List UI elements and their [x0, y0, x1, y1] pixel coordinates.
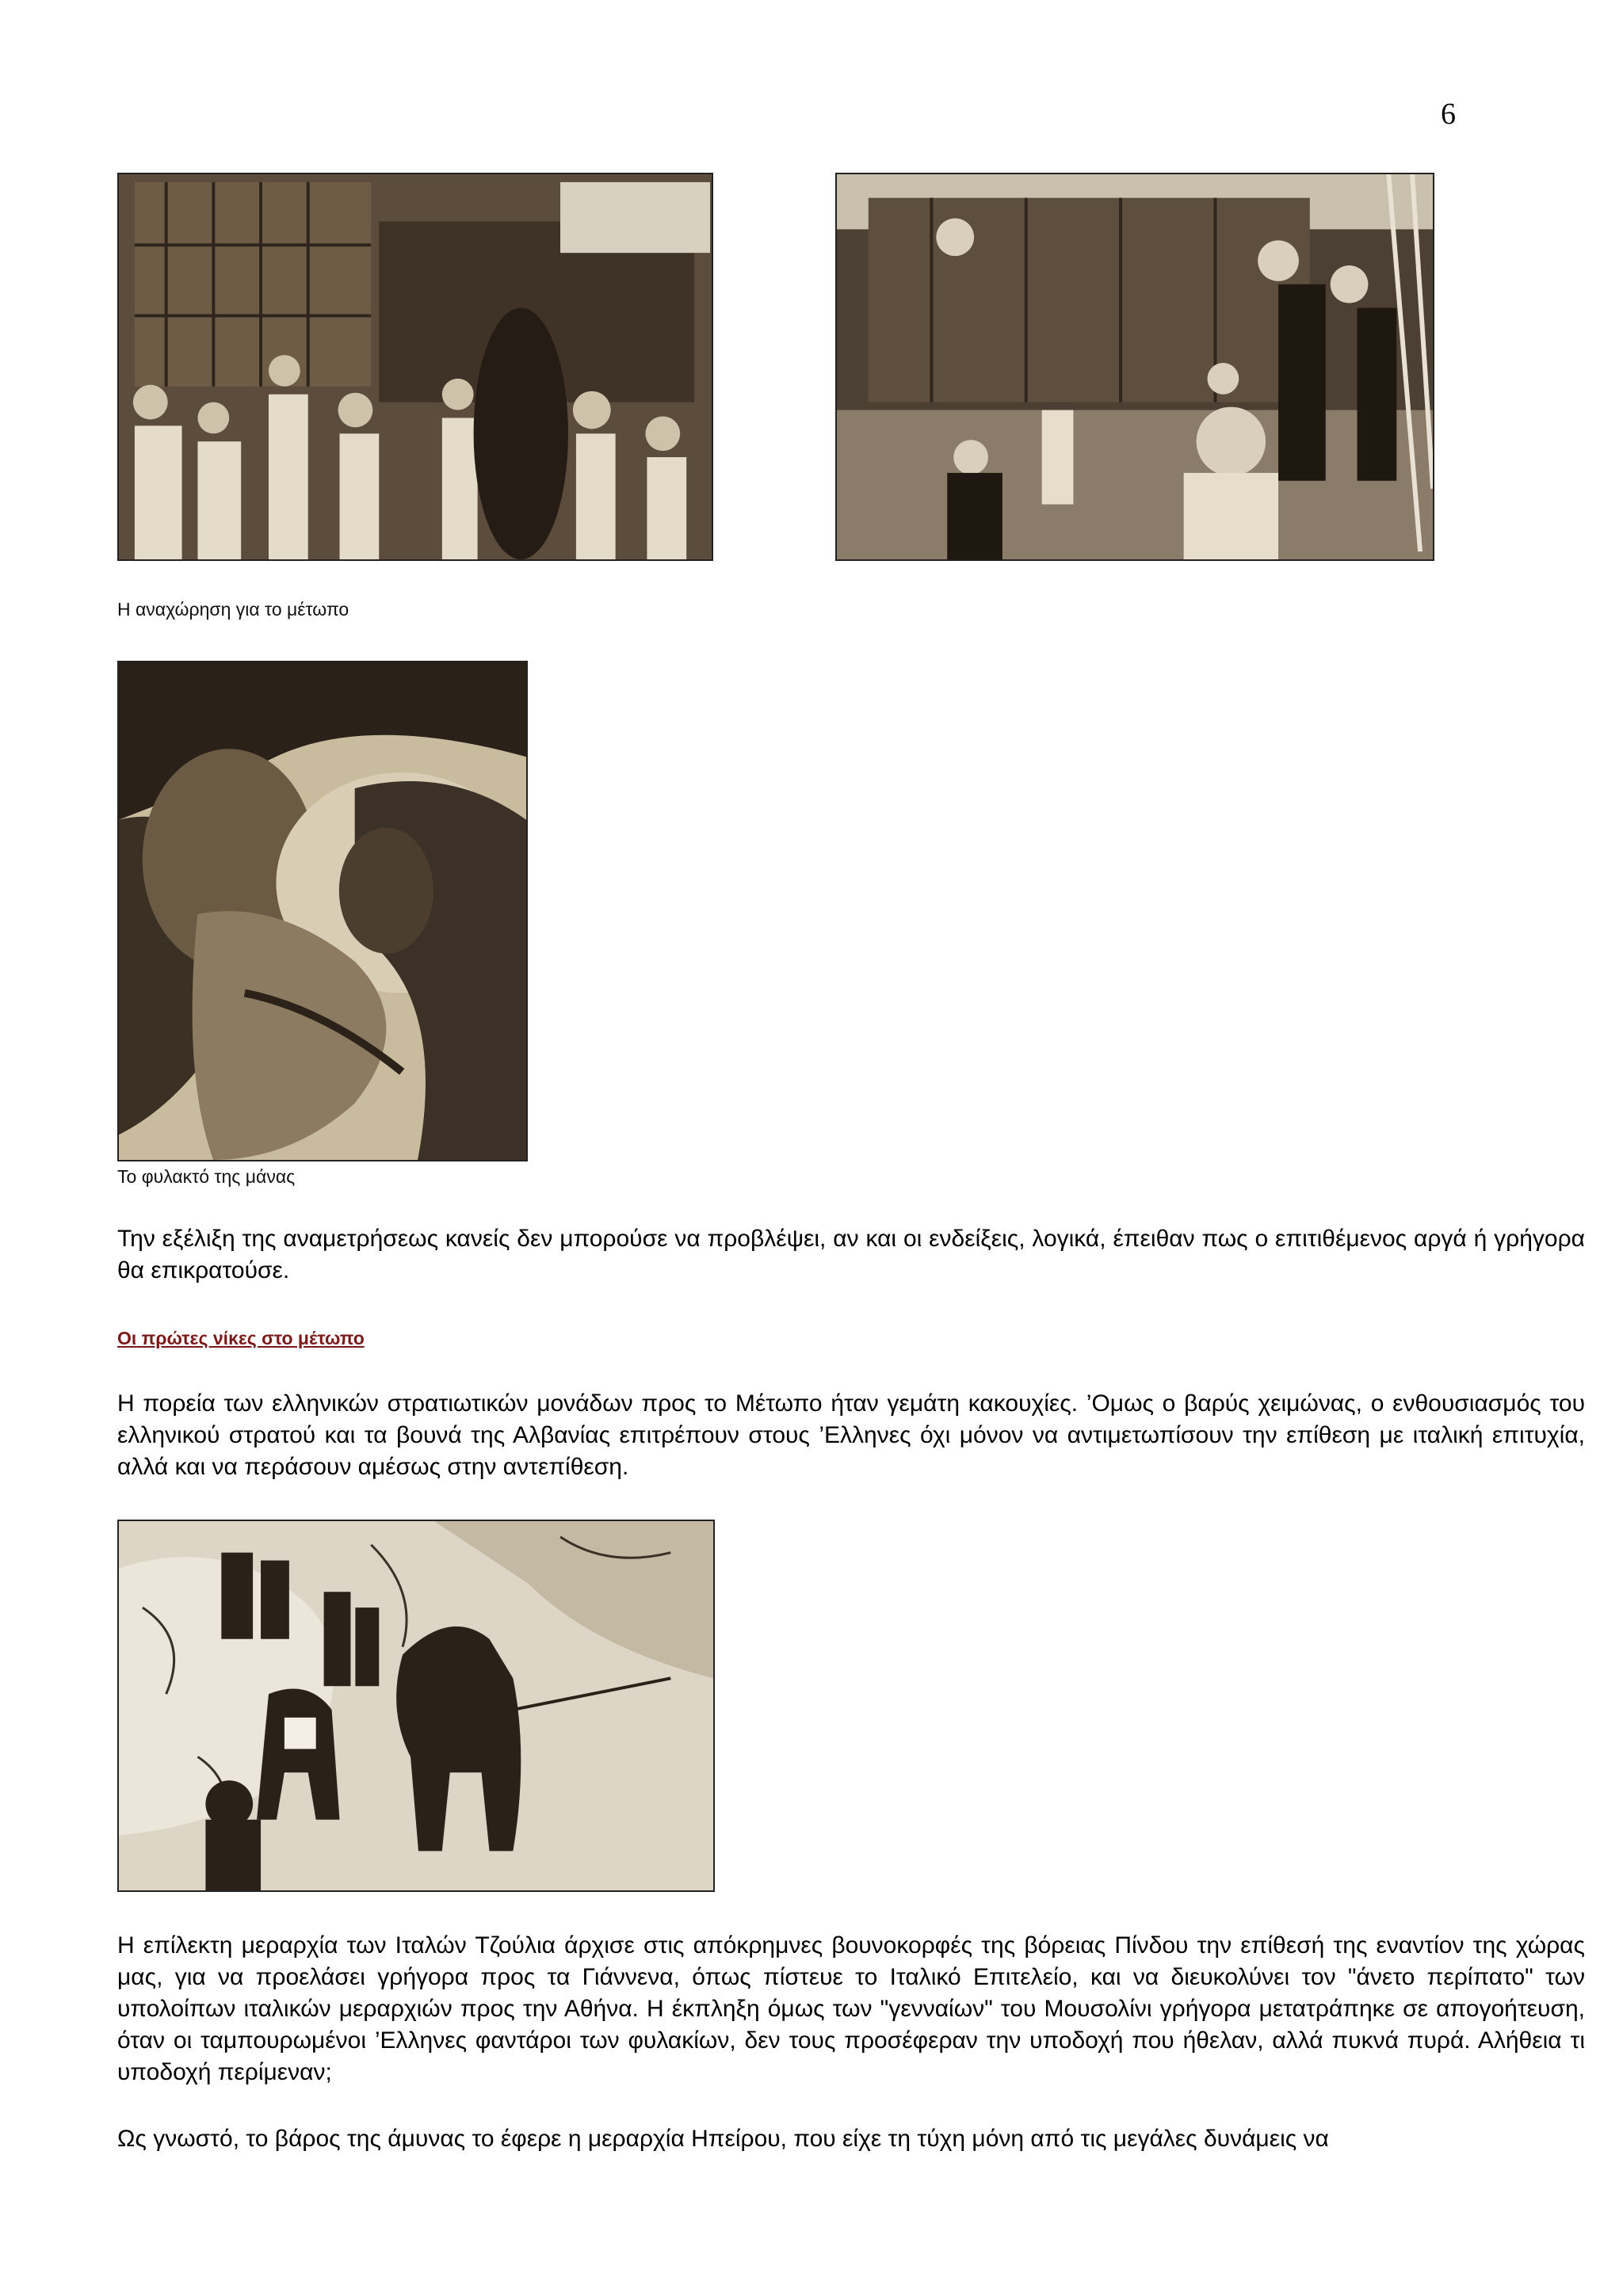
train-platform-photo [835, 173, 1434, 561]
section-link-first-victories[interactable]: Οι πρώτες νίκες στο μέτωπο [117, 1328, 365, 1348]
page-number: 6 [1441, 97, 1456, 131]
amulet-caption: Το φυλακτό της μάνας [117, 1166, 296, 1187]
train-departure-photo [117, 173, 713, 561]
paragraph-4: Ως γνωστό, το βάρος της άμυνας το έφερε η μεραρχία Ηπείρου, που είχε τη τύχη μόνη από τις μεγάλες δυνάμεις να [117, 2126, 1329, 2152]
amulet-photo [117, 661, 528, 1161]
departure-caption: Η αναχώρηση για το μέτωπο [117, 599, 349, 620]
mules-snow-photo [117, 1520, 715, 1892]
paragraph-2: Η πορεία των ελληνικών στρατιωτικών μονάδων προς το Μέτωπο ήταν γεμάτη κακουχίες. ’Ομως ο βαρύς χειμώνας, ο ενθουσιασμός του ελληνικού στρατού και τα βουνά της Αλβανίας επιτρέπουν στους ’Ελληνες όχι μόνον να αντιμετωπίσουν την επίθεση με ιταλική επιτυχία, αλλά και να περάσουν αμέσως στην αντεπίθεση. [117, 1390, 1585, 1480]
paragraph-1: Την εξέλιξη της αναμετρήσεως κανείς δεν μπορούσε να προβλέψει, αν και οι ενδείξεις, λογικά, έπειθαν πως ο επιτιθέμενος αργά ή γρήγορα θα επικρατούσε. [117, 1226, 1585, 1283]
paragraph-3: Η επίλεκτη μεραρχία των Ιταλών Τζούλια άρχισε στις απόκρημνες βουνοκορφές της βόρειας Πίνδου την επίθεσή της εναντίον της χώρας μας, για να προελάσει γρήγορα προς τα Γιάννενα, όπως πίστευε το Ιταλικό Επιτελείο, και να διευκολύνει τον "άνετο περίπατο" των υπολοίπων ιταλικών μεραρχιών προς την Αθήνα. Η έκπληξη όμως των "γενναίων" του Μουσολίνι γρήγορα μετατράπηκε σε απογοήτευση, όταν οι ταμπουρωμένοι ’Ελληνες φαντάροι των φυλακίων, δεν τους προσέφεραν την υποδοχή που ήθελαν, αλλά πυκνά πυρά. Αλήθεια τι υποδοχή περίμεναν; [117, 1932, 1585, 2085]
